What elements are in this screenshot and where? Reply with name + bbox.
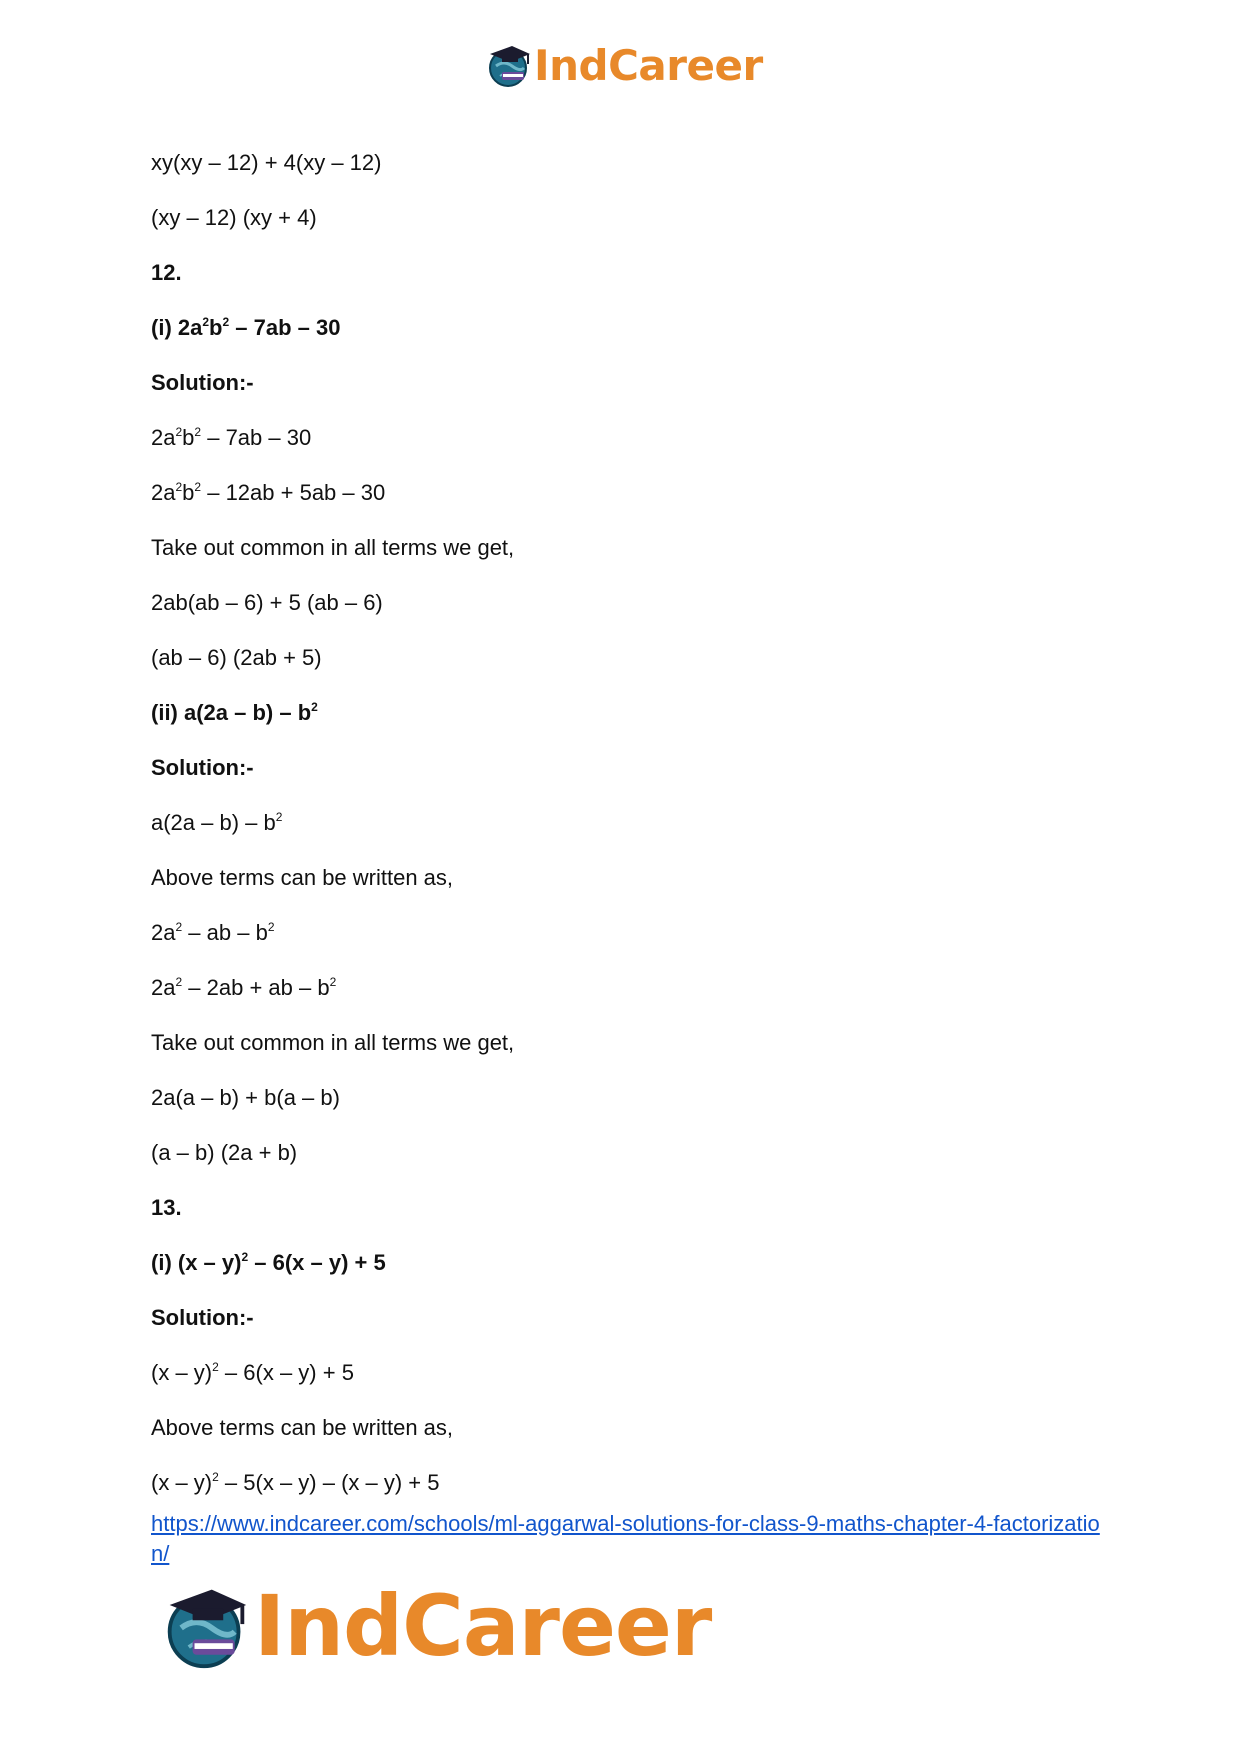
text-line: 2a(a – b) + b(a – b)	[151, 1085, 340, 1110]
text-line: $2a^2 - 2ab$ + ab – $b^2$	[151, 975, 337, 1000]
graduation-globe-icon	[162, 1582, 250, 1670]
text-line: Take out common in all terms we get,	[151, 1030, 515, 1055]
question-number: 13.	[151, 1195, 182, 1220]
question-number: 12.	[151, 260, 182, 285]
graduation-globe-icon	[486, 42, 532, 88]
solution-label: Solution:-	[151, 370, 254, 395]
text-line: (a – b) (2a + b)	[151, 1140, 298, 1165]
logo-text: IndCareer	[534, 40, 763, 90]
question-heading: (ii) $a(2a - b) - b^2$	[151, 700, 318, 725]
text-line: $2a^2b^2 - 7ab - 30$	[151, 425, 312, 450]
footer-logo	[162, 1578, 711, 1674]
text-line: (x – y)$^2$ – 5(x – y) – (x – y) + 5	[151, 1470, 440, 1495]
text-line: $a(2a - b) - b^2$	[151, 810, 283, 835]
text-line: Above terms can be written as,	[151, 865, 454, 890]
text-line: 2ab(ab – 6) + 5 (ab – 6)	[151, 590, 383, 615]
text-line: xy(xy – 12) + 4(xy – 12)	[151, 150, 382, 175]
solution-label: Solution:-	[151, 755, 254, 780]
text-line: (ab – 6) (2ab + 5)	[151, 645, 322, 670]
text-line: $2a^2b^2 - 12ab + 5ab - 30$	[151, 480, 386, 505]
text-line: Take out common in all terms we get,	[151, 535, 515, 560]
solution-label: Solution:-	[151, 1305, 254, 1330]
question-heading: (i) (x – y)$^2$ – 6(x – y) + 5	[151, 1250, 386, 1275]
question-heading: (i) $2a^2b^2 - 7ab - 30$	[151, 315, 341, 340]
text-line: (xy – 12) (xy + 4)	[151, 205, 317, 230]
text-line: (x – y)$^2$ – 6(x – y) + 5	[151, 1360, 354, 1385]
text-line: $2a^2$ – ab – $b^2$	[151, 920, 275, 945]
text-line: Above terms can be written as,	[151, 1415, 454, 1440]
footer-link[interactable]: https://www.indcareer.com/schools/ml-aggarwal-solutions-for-class-9-maths-chapter-4-factorization/	[151, 1511, 1100, 1566]
logo-text: IndCareer	[254, 1577, 712, 1675]
header-logo	[486, 40, 763, 90]
